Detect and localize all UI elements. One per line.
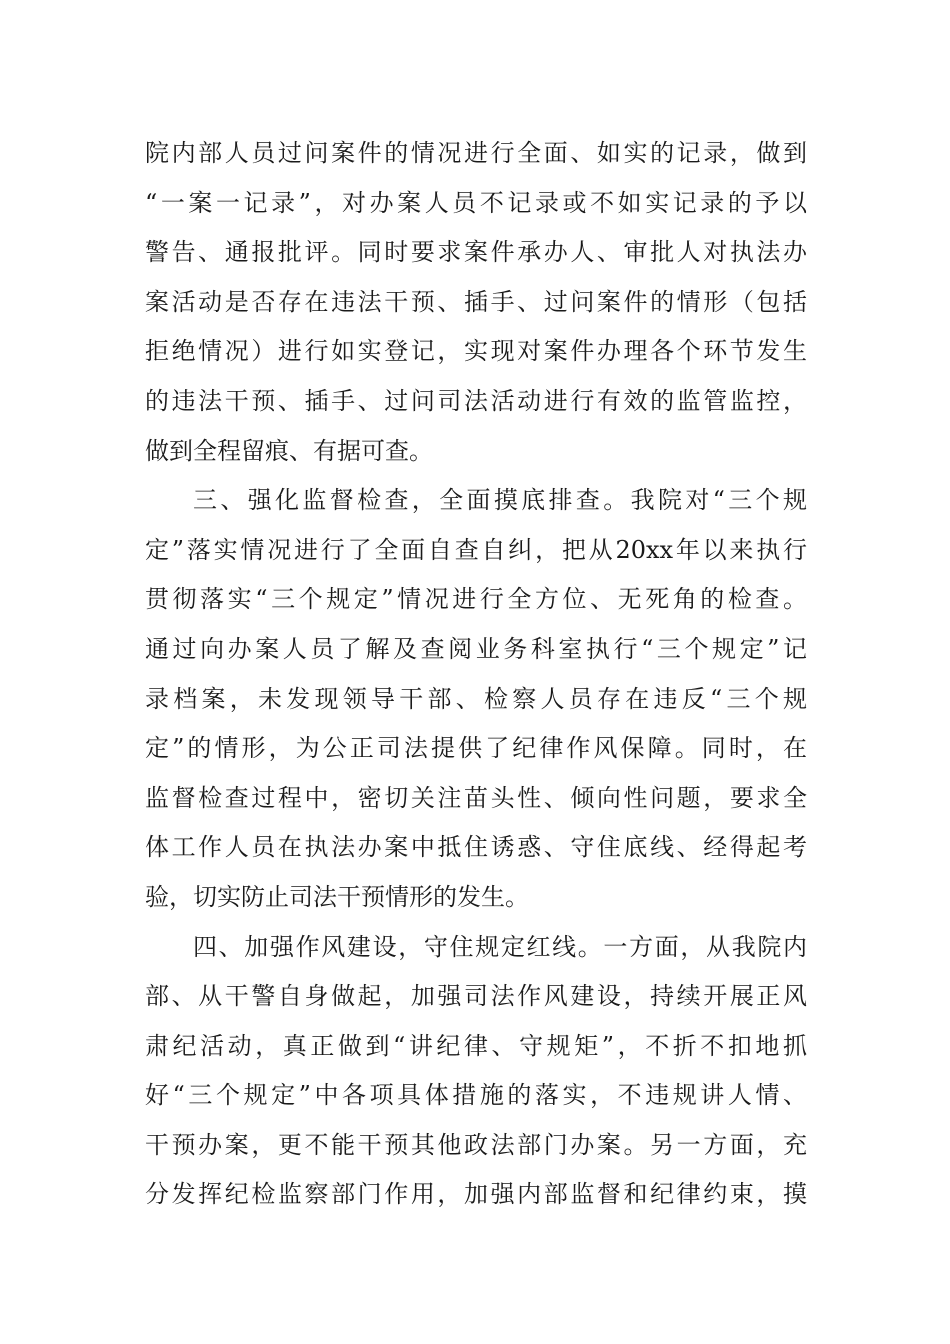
text-line: 警告、通报批评。同时要求案件承办人、审批人对执法办 (145, 238, 807, 267)
text-line: 体工作人员在执法办案中抵住诱惑、守住底线、经得起考 (145, 833, 807, 862)
text-line: 录档案，未发现领导干部、检察人员存在违反“三个规 (145, 684, 807, 713)
text-line: 监督检查过程中，密切关注苗头性、倾向性问题，要求全 (145, 783, 807, 812)
text-line: “一案一记录”，对办案人员不记录或不如实记录的予以 (145, 188, 807, 217)
text-line: 通过向办案人员了解及查阅业务科室执行“三个规定”记 (145, 634, 807, 663)
text-line: 定”的情形，为公正司法提供了纪律作风保障。同时，在 (145, 734, 807, 763)
text-line: 案活动是否存在违法干预、插手、过问案件的情形（包括 (145, 287, 807, 316)
text-line: 院内部人员过问案件的情况进行全面、如实的记录，做到 (145, 139, 807, 167)
text-line: 干预办案，更不能干预其他政法部门办案。另一方面，充 (145, 1130, 807, 1159)
text-line: 拒绝情况）进行如实登记，实现对案件办理各个环节发生 (145, 337, 807, 366)
paragraph-first-line: 四、加强作风建设，守住规定红线。一方面，从我院内 (193, 932, 807, 961)
text-line: 肃纪活动，真正做到“讲纪律、守规矩”，不折不扣地抓 (145, 1031, 807, 1060)
text-line: 部、从干警自身做起，加强司法作风建设，持续开展正风 (145, 982, 807, 1011)
text-line: 定”落实情况进行了全面自查自纠，把从20xx年以来执行 (145, 535, 807, 564)
text-line: 贯彻落实“三个规定”情况进行全方位、无死角的检查。 (145, 585, 807, 614)
text-line: 验，切实防止司法干预情形的发生。 (145, 882, 529, 911)
body-text (145, 129, 807, 1220)
paragraph-first-line: 三、强化监督检查，全面摸底排查。我院对“三个规 (193, 486, 807, 515)
text-line: 做到全程留痕、有据可查。 (145, 436, 433, 465)
text-line: 的违法干预、插手、过问司法活动进行有效的监管监控， (145, 386, 807, 415)
text-line: 分发挥纪检监察部门作用，加强内部监督和纪律约束，摸 (145, 1180, 807, 1209)
text-line: 好“三个规定”中各项具体措施的落实，不违规讲人情、 (145, 1081, 807, 1110)
